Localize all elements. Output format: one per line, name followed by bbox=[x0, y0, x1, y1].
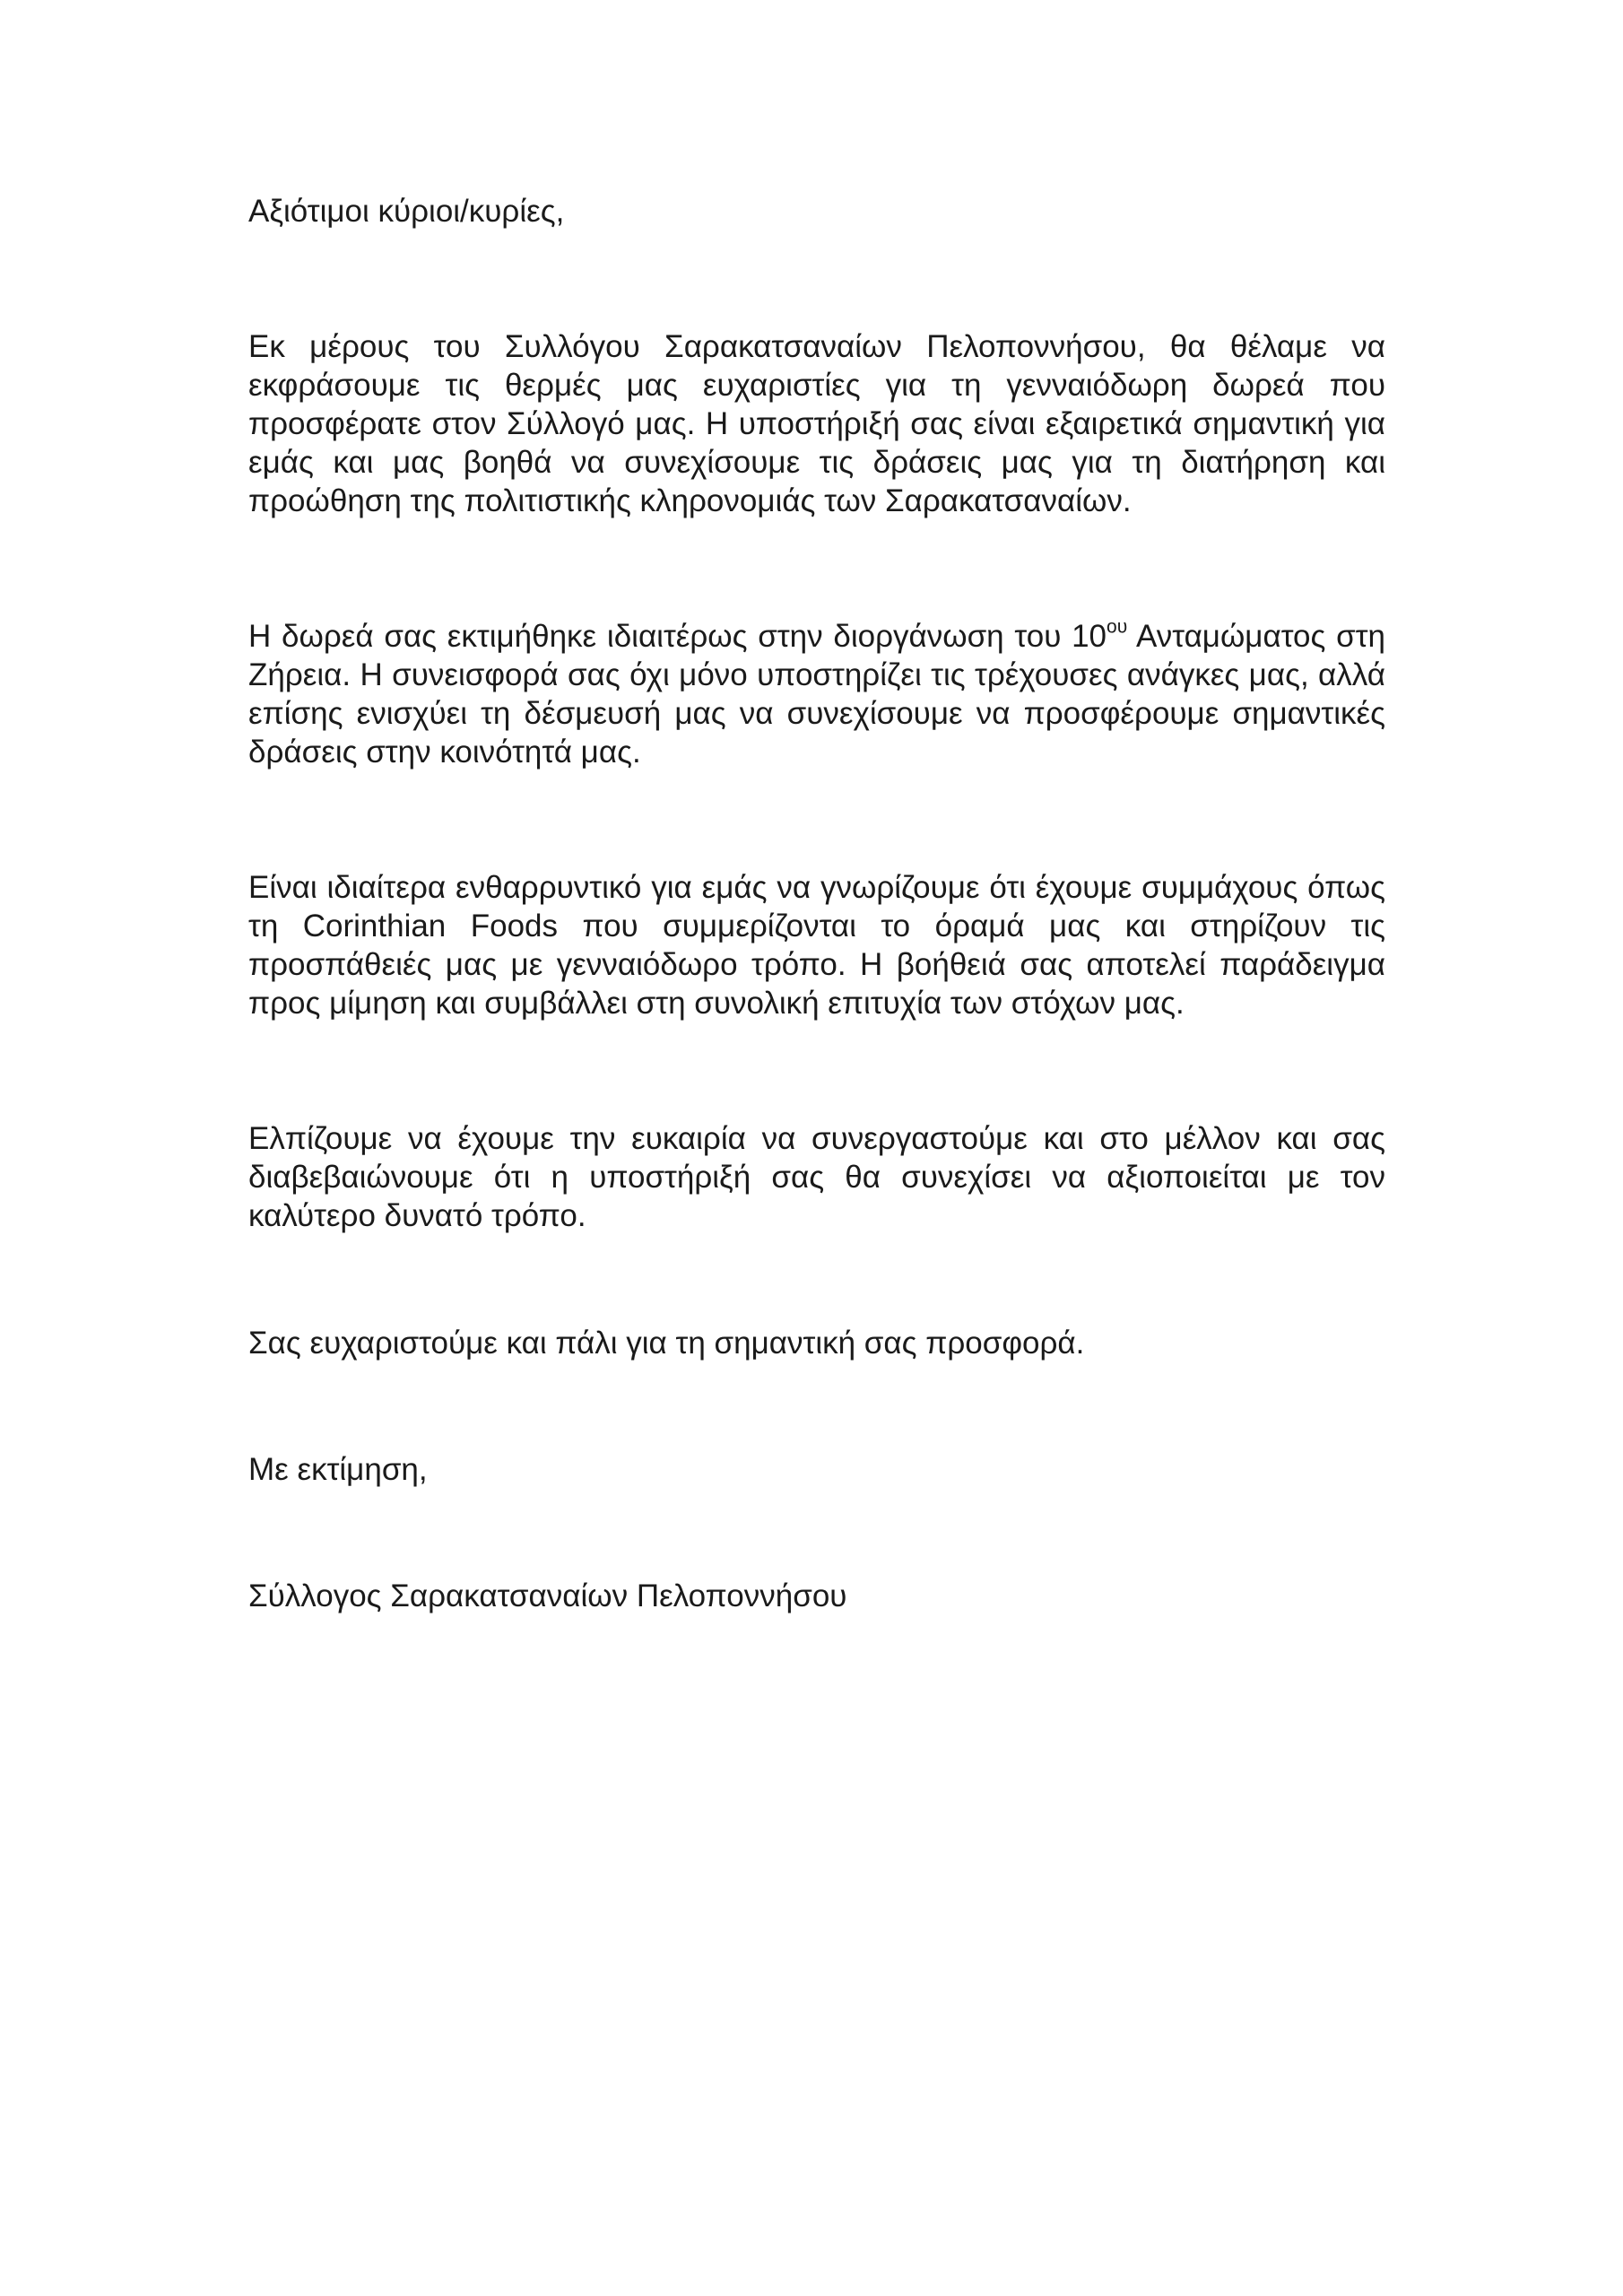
paragraph-event-appreciation bbox=[248, 617, 1385, 771]
signature: Σύλλογος Σαρακατσαναίων Πελοποννήσου bbox=[248, 1578, 847, 1613]
paragraph-future-cooperation: Ελπίζουμε να έχουμε την ευκαιρία να συνεργαστούμε και στο μέλλον και σας διαβεβαιώνουμε ότι η υποστήριξή σας θα συνεχίσει να αξιοποιείται με τον καλύτερο δυνατό τρόπο. bbox=[248, 1121, 1385, 1233]
paragraph-thanks-donation: Εκ μέρους του Συλλόγου Σαρακατσαναίων Πελοποννήσου, θα θέλαμε να εκφράσουμε τις θερμές μας ευχαριστίες για τη γενναιόδωρη δωρεά που προσφέρατε στον Σύλλογό μας. Η υποστήριξή σας είναι εξαιρετικά σημαντική για εμάς και μας βοηθά να συνεχίσουμε τις δράσεις μας για τη διατήρηση και προώθηση της πολιτιστικής κληρονομιάς των Σαρακατσαναίων. bbox=[248, 329, 1385, 518]
closing: Με εκτίμηση, bbox=[248, 1452, 428, 1487]
salutation: Αξιότιμοι κύριοι/κυρίες, bbox=[248, 194, 565, 229]
letter-body bbox=[248, 192, 1385, 1615]
paragraph-allies: Είναι ιδιαίτερα ενθαρρυντικό για εμάς να γνωρίζουμε ότι έχουμε συμμάχους όπως τη Corinthian Foods που συμμερίζονται το όραμά μας και στηρίζουν τις προσπάθειές μας με γενναιόδωρο τρόπο. Η βοήθειά σας αποτελεί παράδειγμα προς μίμηση και συμβάλλει στη συνολική επιτυχία των στόχων μας. bbox=[248, 870, 1385, 1021]
thanks-line: Σας ευχαριστούμε και πάλι για τη σημαντική σας προσφορά. bbox=[248, 1326, 1085, 1361]
paragraph-event-text-start: Η δωρεά σας εκτιμήθηκε ιδιαιτέρως στην διοργάνωση του 10 bbox=[248, 619, 1107, 654]
paragraph-event-text-end: Ανταμώματος στη Ζήρεια. Η συνεισφορά σας όχι μόνο υποστηρίζει τις τρέχουσες ανάγκες μας, αλλά επίσης ενισχύει τη δέσμευσή μας να συνεχίσουμε να προσφέρουμε σημαντικές δράσεις στην κοινότητά μας. bbox=[248, 619, 1386, 770]
ordinal-suffix: ου bbox=[1107, 616, 1128, 638]
